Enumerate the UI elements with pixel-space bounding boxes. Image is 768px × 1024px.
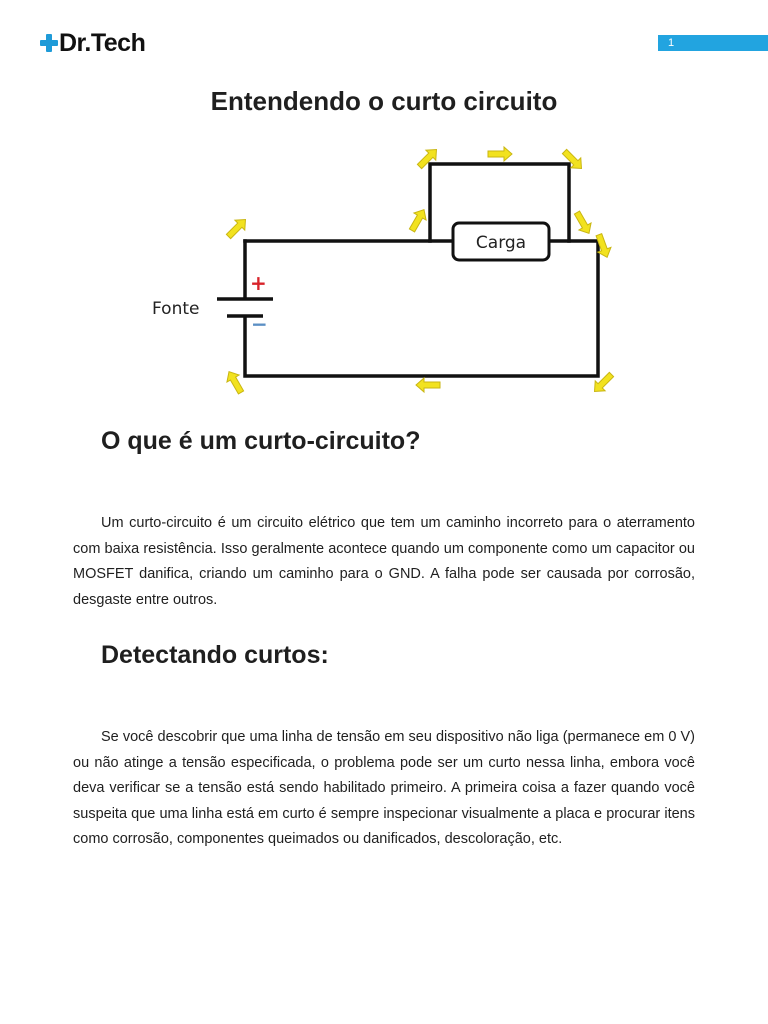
arrow-bottom-left-icon (416, 378, 440, 392)
arrow-bottom-right-icon (590, 370, 617, 397)
arrow-loop-up-icon (406, 206, 430, 234)
main-circuit-wire (245, 241, 598, 376)
arrow-top-left-icon (224, 215, 251, 242)
arrow-loop-down-icon (571, 209, 595, 237)
load-label: Carga (475, 233, 527, 253)
section-paragraph-what-is: Um curto-circuito é um circuito elétrico que tem um caminho incorreto para o aterramento com baixa resistência. Isso geralmente acontece quando um componente como um capacitor ou MOSFET danifica, criando um caminho para o GND. A falha pode ser causada por corrosão, desgaste entre outros. (73, 515, 695, 608)
arrow-loop-topleft-icon (415, 145, 442, 172)
section-paragraph-detecting: Se você descobrir que uma linha de tensão em seu dispositivo não liga (permanece em 0 V) ou não atinge a tensão especificada, o problema pode ser um curto nessa linha, embora você deva verificar se a tensão está sendo habilitado primeiro. A primeira coisa a fazer quando você suspeita que uma linha está em curto é sempre inspecionar visualmente a placa e procurar itens como corrosão, componentes queimados ou danificados, descoloração, etc. (73, 729, 695, 847)
arrow-top-right-icon (488, 147, 512, 161)
brand-logo (40, 29, 145, 57)
arrow-loop-topright-icon (560, 147, 587, 174)
positive-sign: + (250, 271, 267, 295)
logo-text: Dr.Tech (59, 28, 146, 57)
section-heading-detecting: Detectando curtos: (101, 641, 329, 669)
short-circuit-diagram (143, 138, 623, 400)
section-heading-what-is: O que é um curto-circuito? (101, 427, 421, 455)
negative-sign: − (251, 312, 268, 336)
source-label: Fonte (152, 299, 200, 319)
page-number-badge: 1 (658, 35, 768, 51)
arrow-right-down-icon (592, 232, 613, 259)
medical-cross-icon (40, 34, 58, 52)
page-title: Entendendo o curto circuito (210, 86, 558, 116)
